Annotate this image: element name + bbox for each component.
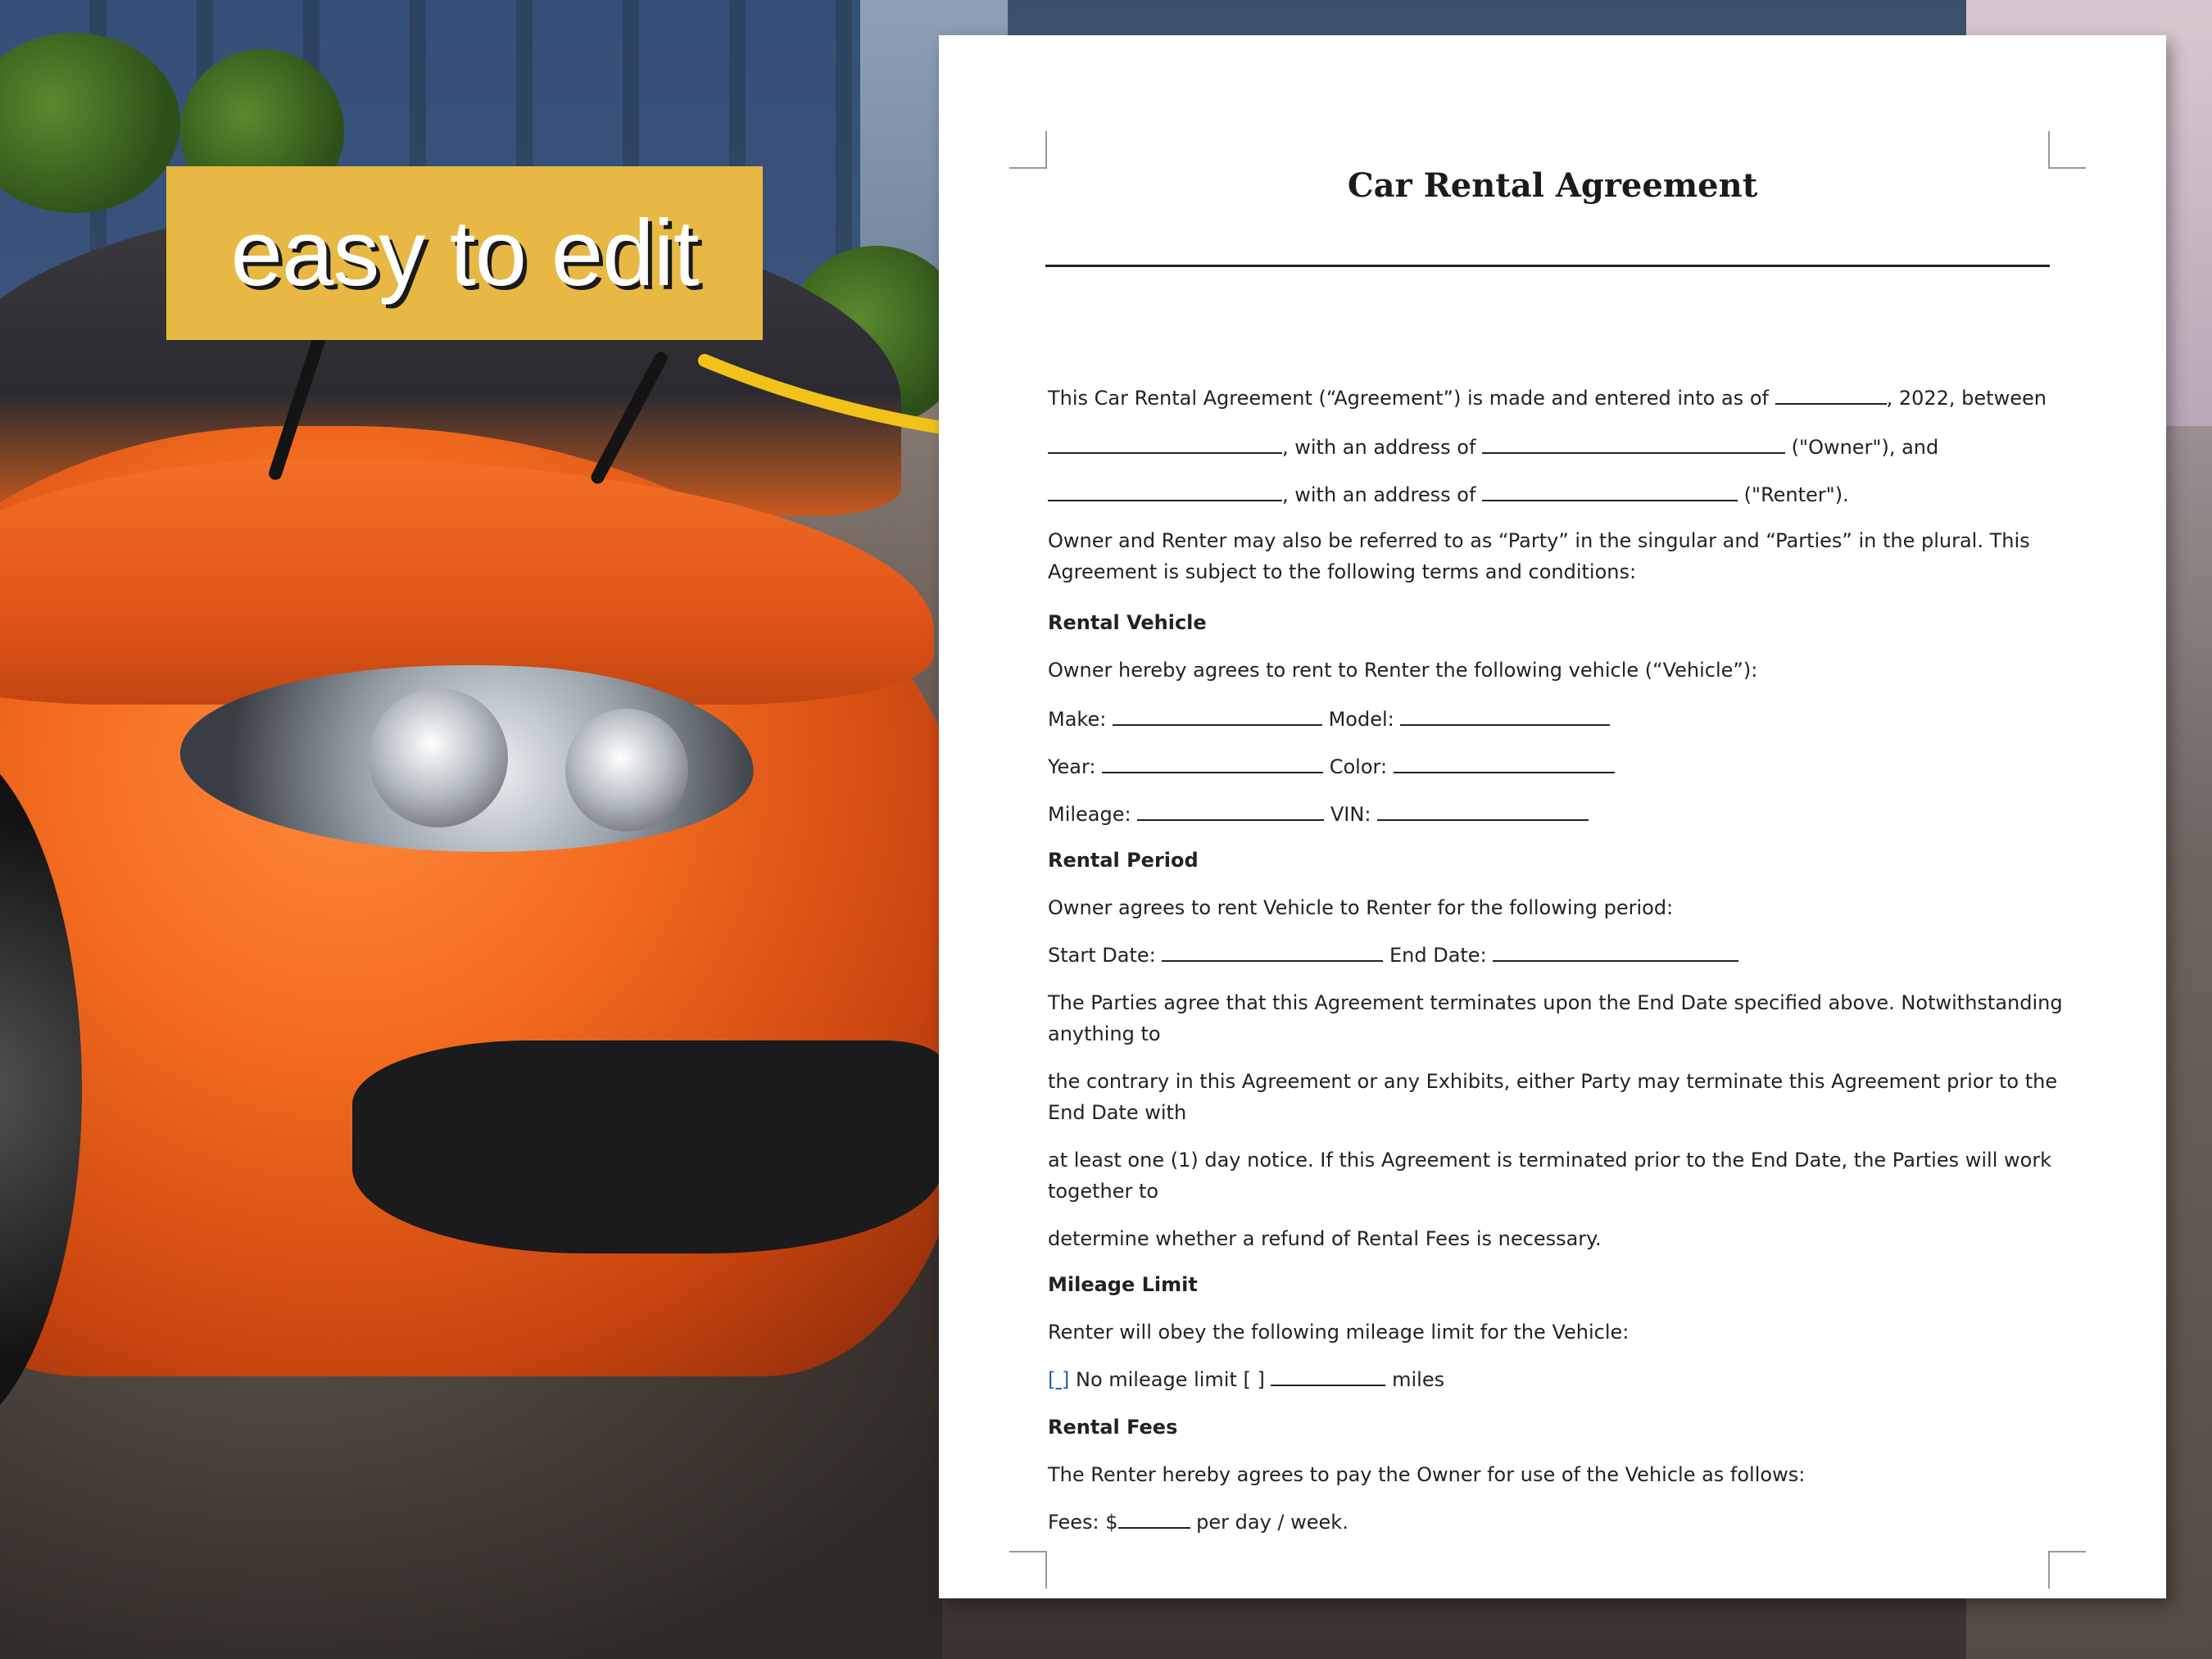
corner-mark	[1009, 1551, 1047, 1589]
car-headlight-lens	[369, 688, 508, 827]
fees-label: Fees: $	[1048, 1511, 1118, 1534]
miles-checkbox[interactable]: [ ]	[1243, 1368, 1271, 1391]
make-model-line	[1048, 704, 2084, 735]
end-date-blank[interactable]	[1493, 942, 1738, 962]
no-limit-checkbox[interactable]: [ ]	[1048, 1368, 1070, 1391]
termination-paragraph: The Parties agree that this Agreement terminates upon the End Date specified above. Notwithstanding anything to	[1048, 991, 2063, 1045]
owner-address-blank[interactable]	[1482, 434, 1785, 454]
title-rule	[1045, 265, 2050, 267]
easy-to-edit-callout	[166, 166, 763, 340]
fees-text: The Renter hereby agrees to pay the Owner for use of the Vehicle as follows:	[1048, 1463, 1806, 1486]
parties-paragraph: Owner and Renter may also be referred to as “Party” in the singular and “Parties” in the plural. This Agreement is subject to the following terms and conditions:	[1048, 529, 2030, 583]
vehicle-text: Owner hereby agrees to rent to Renter the following vehicle (“Vehicle”):	[1048, 659, 1758, 682]
start-end-line	[1048, 940, 2084, 971]
termination-paragraph: at least one (1) day notice. If this Agreement is terminated prior to the End Date, the Parties will work together to	[1048, 1149, 2052, 1203]
model-blank[interactable]	[1400, 706, 1610, 726]
car-headlight-lens	[565, 709, 688, 832]
intro-text: , with an address of	[1282, 436, 1483, 459]
section-heading-mileage-limit: Mileage Limit	[1048, 1273, 1198, 1296]
date-blank[interactable]	[1775, 385, 1887, 405]
renter-name-blank[interactable]	[1048, 482, 1282, 501]
corner-mark	[2048, 1551, 2086, 1589]
vin-label: VIN:	[1324, 803, 1378, 826]
section-heading-rental-fees: Rental Fees	[1048, 1416, 1178, 1439]
document-title: Car Rental Agreement	[1347, 166, 1758, 205]
intro-line-1	[1048, 383, 2084, 414]
fees-blank[interactable]	[1118, 1509, 1190, 1529]
callout-text: easy to edit	[230, 201, 699, 306]
intro-line-3	[1048, 479, 2084, 510]
intro-line-2	[1048, 432, 2084, 463]
color-label: Color:	[1323, 755, 1394, 778]
fees-unit-label: per day / week.	[1190, 1511, 1349, 1534]
miles-label: miles	[1385, 1368, 1445, 1391]
corner-mark	[1009, 131, 1047, 169]
section-heading-rental-vehicle: Rental Vehicle	[1048, 611, 1207, 634]
color-blank[interactable]	[1394, 754, 1615, 773]
intro-text: , 2022, between	[1886, 387, 2047, 410]
vin-blank[interactable]	[1377, 801, 1589, 821]
model-label: Model:	[1321, 708, 1401, 731]
make-blank[interactable]	[1113, 706, 1322, 726]
year-label: Year:	[1048, 755, 1103, 778]
mileage-limit-text: Renter will obey the following mileage limit for the Vehicle:	[1048, 1321, 1630, 1344]
termination-paragraph: determine whether a refund of Rental Fees is necessary.	[1048, 1227, 1602, 1250]
intro-text: , with an address of	[1282, 483, 1483, 506]
miles-blank[interactable]	[1271, 1367, 1385, 1386]
mileage-vin-line	[1048, 799, 2084, 830]
fees-line	[1048, 1507, 2084, 1538]
intro-text: This Car Rental Agreement (“Agreement”) is made and entered into as of	[1048, 387, 1775, 410]
mileage-options-line	[1048, 1364, 2084, 1395]
document-page	[939, 35, 2166, 1598]
start-date-blank[interactable]	[1162, 942, 1383, 962]
section-heading-rental-period: Rental Period	[1048, 849, 1199, 872]
intro-text: ("Owner"), and	[1785, 436, 1939, 459]
intro-text: ("Renter").	[1738, 483, 1849, 506]
end-date-label: End Date:	[1383, 944, 1494, 967]
start-date-label: Start Date:	[1048, 944, 1163, 967]
period-text: Owner agrees to rent Vehicle to Renter for the following period:	[1048, 896, 1674, 919]
renter-address-blank[interactable]	[1482, 482, 1738, 501]
mileage-label: Mileage:	[1048, 803, 1138, 826]
no-limit-label: No mileage limit	[1069, 1368, 1244, 1391]
owner-name-blank[interactable]	[1048, 434, 1282, 454]
mileage-blank[interactable]	[1137, 801, 1324, 821]
termination-paragraph: the contrary in this Agreement or any Exhibits, either Party may terminate this Agreement prior to the End Date with	[1048, 1070, 2058, 1124]
year-color-line	[1048, 751, 2084, 782]
make-label: Make:	[1048, 708, 1113, 731]
car-bumper-intake	[352, 1040, 942, 1253]
year-blank[interactable]	[1102, 754, 1323, 773]
corner-mark	[2048, 131, 2086, 169]
